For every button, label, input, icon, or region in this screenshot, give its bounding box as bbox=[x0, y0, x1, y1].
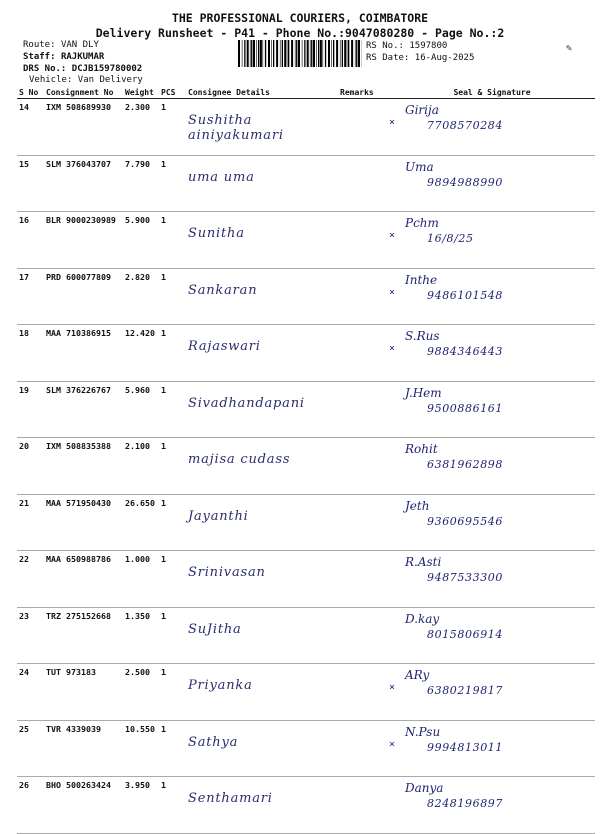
signature-cell bbox=[387, 438, 595, 495]
pcs-cell: 1 bbox=[159, 155, 186, 212]
table-row bbox=[17, 607, 595, 664]
remarks-cell bbox=[338, 325, 387, 382]
remarks-cell bbox=[338, 99, 387, 156]
signature-phone: 9994813011 bbox=[427, 741, 503, 754]
consignee-cell: SuJitha bbox=[186, 607, 338, 664]
consignee-cell: Senthamari bbox=[186, 777, 338, 834]
col-consignee: Consignee Details bbox=[186, 87, 338, 99]
consignment-cell: BLR 9000230989 bbox=[44, 212, 123, 269]
staff-line bbox=[23, 52, 104, 62]
weight-cell: 26.650 bbox=[123, 494, 159, 551]
weight-cell: 7.790 bbox=[123, 155, 159, 212]
consignment-cell: SLM 376226767 bbox=[44, 381, 123, 438]
staff-value: RAJKUMAR bbox=[61, 52, 104, 62]
rs-no-value: 1597800 bbox=[409, 41, 447, 51]
table-row bbox=[17, 720, 595, 777]
pcs-cell: 1 bbox=[159, 664, 186, 721]
signature-phone: 9894988990 bbox=[427, 176, 503, 189]
pcs-cell: 1 bbox=[159, 777, 186, 834]
signature-phone: 8248196897 bbox=[427, 797, 503, 810]
consignment-cell: TVR 4339039 bbox=[44, 720, 123, 777]
route-line bbox=[23, 40, 99, 50]
sno-cell: 24 bbox=[17, 664, 44, 721]
signature-cell bbox=[387, 777, 595, 834]
drs-label: DRS No.: bbox=[23, 64, 66, 74]
consignment-cell: MAA 571950430 bbox=[44, 494, 123, 551]
sno-cell: 25 bbox=[17, 720, 44, 777]
sno-cell: 20 bbox=[17, 438, 44, 495]
rs-no-line bbox=[366, 41, 447, 51]
consignee-cell: uma uma bbox=[186, 155, 338, 212]
signature-cell bbox=[387, 494, 595, 551]
weight-cell: 1.350 bbox=[123, 607, 159, 664]
signature-cell bbox=[387, 99, 595, 156]
route-value: VAN DLY bbox=[61, 40, 99, 50]
rs-date-value: 16-Aug-2025 bbox=[415, 53, 475, 63]
signature-name: J.Hem bbox=[405, 386, 442, 400]
consignee-cell: Rajaswari bbox=[186, 325, 338, 382]
consignment-cell: PRD 600077809 bbox=[44, 268, 123, 325]
remarks-cell bbox=[338, 494, 387, 551]
table-row bbox=[17, 381, 595, 438]
remarks-cell bbox=[338, 664, 387, 721]
rs-date-line bbox=[366, 53, 474, 63]
pcs-cell: 1 bbox=[159, 268, 186, 325]
signature-name: Pchm bbox=[405, 216, 439, 230]
sno-cell: 22 bbox=[17, 551, 44, 608]
sno-cell: 15 bbox=[17, 155, 44, 212]
consignee-cell: Sathya bbox=[186, 720, 338, 777]
signature-name: ARy bbox=[405, 668, 429, 682]
weight-cell: 5.900 bbox=[123, 212, 159, 269]
consignee-cell: Sunitha bbox=[186, 212, 338, 269]
barcode bbox=[238, 40, 362, 67]
consignment-cell: IXM 508689930 bbox=[44, 99, 123, 156]
sno-cell: 14 bbox=[17, 99, 44, 156]
signature-name: Uma bbox=[405, 160, 434, 174]
consignee-cell: Sivadhandapani bbox=[186, 381, 338, 438]
signature-cell bbox=[387, 325, 595, 382]
consignment-cell: TRZ 275152668 bbox=[44, 607, 123, 664]
signature-name: R.Asti bbox=[405, 555, 441, 569]
weight-cell: 2.100 bbox=[123, 438, 159, 495]
signature-phone: 9486101548 bbox=[427, 289, 503, 302]
table-row bbox=[17, 99, 595, 156]
weight-cell: 5.960 bbox=[123, 381, 159, 438]
remarks-cell bbox=[338, 551, 387, 608]
signature-phone: 6381962898 bbox=[427, 458, 503, 471]
pcs-cell: 1 bbox=[159, 438, 186, 495]
weight-cell: 10.550 bbox=[123, 720, 159, 777]
consignment-cell: BHO 500263424 bbox=[44, 777, 123, 834]
signature-phone: 16/8/25 bbox=[427, 232, 474, 245]
signature-cell bbox=[387, 551, 595, 608]
signature-cell bbox=[387, 720, 595, 777]
signature-name: Danya bbox=[405, 781, 443, 795]
pcs-cell: 1 bbox=[159, 325, 186, 382]
remarks-cell bbox=[338, 777, 387, 834]
table-row bbox=[17, 212, 595, 269]
drs-value: DCJB159780002 bbox=[72, 64, 142, 74]
vehicle-line bbox=[29, 75, 143, 85]
sno-cell: 19 bbox=[17, 381, 44, 438]
remarks-cell bbox=[338, 381, 387, 438]
table-row bbox=[17, 551, 595, 608]
pen-mark-icon: ✎ bbox=[566, 43, 572, 54]
pcs-cell: 1 bbox=[159, 551, 186, 608]
pcs-cell: 1 bbox=[159, 381, 186, 438]
remarks-cell bbox=[338, 607, 387, 664]
weight-cell: 2.300 bbox=[123, 99, 159, 156]
signature-cell bbox=[387, 381, 595, 438]
signature-phone: 8015806914 bbox=[427, 628, 503, 641]
consignee-cell: Srinivasan bbox=[186, 551, 338, 608]
pcs-cell: 1 bbox=[159, 494, 186, 551]
remarks-cell bbox=[338, 438, 387, 495]
route-label: Route: bbox=[23, 40, 56, 50]
table-row bbox=[17, 494, 595, 551]
cross-mark-icon: × bbox=[389, 230, 395, 241]
rs-no-label: RS No.: bbox=[366, 41, 404, 51]
consignee-cell: Jayanthi bbox=[186, 494, 338, 551]
sno-cell: 26 bbox=[17, 777, 44, 834]
vehicle-label: Vehicle: bbox=[29, 75, 72, 85]
signature-phone: 6380219817 bbox=[427, 684, 503, 697]
pcs-cell: 1 bbox=[159, 720, 186, 777]
sno-cell: 23 bbox=[17, 607, 44, 664]
col-weight: Weight bbox=[123, 87, 159, 99]
col-sno: S No bbox=[17, 87, 44, 99]
signature-name: N.Psu bbox=[405, 725, 440, 739]
table-row bbox=[17, 664, 595, 721]
pcs-cell: 1 bbox=[159, 607, 186, 664]
remarks-cell bbox=[338, 155, 387, 212]
signature-cell bbox=[387, 155, 595, 212]
weight-cell: 2.820 bbox=[123, 268, 159, 325]
col-remarks: Remarks bbox=[338, 87, 387, 99]
consignment-cell: MAA 710386915 bbox=[44, 325, 123, 382]
signature-name: Rohit bbox=[405, 442, 438, 456]
rs-date-label: RS Date: bbox=[366, 53, 409, 63]
signature-cell bbox=[387, 664, 595, 721]
signature-cell bbox=[387, 212, 595, 269]
company-title: THE PROFESSIONAL COURIERS, COIMBATORE bbox=[0, 11, 600, 25]
consignment-cell: TUT 973183 bbox=[44, 664, 123, 721]
remarks-cell bbox=[338, 268, 387, 325]
signature-phone: 9884346443 bbox=[427, 345, 503, 358]
table-header-row bbox=[17, 87, 595, 99]
consignee-cell: Sankaran bbox=[186, 268, 338, 325]
weight-cell: 12.420 bbox=[123, 325, 159, 382]
weight-cell: 1.000 bbox=[123, 551, 159, 608]
drs-line bbox=[23, 64, 142, 74]
sno-cell: 16 bbox=[17, 212, 44, 269]
table-row bbox=[17, 777, 595, 834]
cross-mark-icon: × bbox=[389, 739, 395, 750]
sno-cell: 21 bbox=[17, 494, 44, 551]
table-row bbox=[17, 438, 595, 495]
cross-mark-icon: × bbox=[389, 287, 395, 298]
table-row bbox=[17, 268, 595, 325]
runsheet-table bbox=[17, 87, 595, 834]
sno-cell: 17 bbox=[17, 268, 44, 325]
col-signature: Seal & Signature bbox=[387, 87, 595, 99]
weight-cell: 3.950 bbox=[123, 777, 159, 834]
staff-label: Staff: bbox=[23, 52, 56, 62]
consignment-cell: SLM 376043707 bbox=[44, 155, 123, 212]
signature-phone: 9487533300 bbox=[427, 571, 503, 584]
pcs-cell: 1 bbox=[159, 212, 186, 269]
table-row bbox=[17, 325, 595, 382]
vehicle-value: Van Delivery bbox=[78, 75, 143, 85]
col-pcs: PCS bbox=[159, 87, 186, 99]
col-consignment: Consignment No bbox=[44, 87, 123, 99]
consignee-cell: Sushitha ainiyakumari bbox=[186, 99, 338, 156]
signature-name: S.Rus bbox=[405, 329, 440, 343]
cross-mark-icon: × bbox=[389, 117, 395, 128]
runsheet-title: Delivery Runsheet - P41 - Phone No.:9047080280 - Page No.:2 bbox=[0, 26, 600, 40]
consignee-cell: Priyanka bbox=[186, 664, 338, 721]
consignee-cell: majisa cudass bbox=[186, 438, 338, 495]
consignment-cell: IXM 508835388 bbox=[44, 438, 123, 495]
cross-mark-icon: × bbox=[389, 682, 395, 693]
consignment-cell: MAA 650988786 bbox=[44, 551, 123, 608]
weight-cell: 2.500 bbox=[123, 664, 159, 721]
signature-name: Jeth bbox=[405, 499, 429, 513]
signature-phone: 9360695546 bbox=[427, 515, 503, 528]
signature-name: D.kay bbox=[405, 612, 439, 626]
remarks-cell bbox=[338, 720, 387, 777]
sno-cell: 18 bbox=[17, 325, 44, 382]
remarks-cell bbox=[338, 212, 387, 269]
table-row bbox=[17, 155, 595, 212]
signature-cell bbox=[387, 607, 595, 664]
signature-name: Inthe bbox=[405, 273, 437, 287]
pcs-cell: 1 bbox=[159, 99, 186, 156]
signature-phone: 9500886161 bbox=[427, 402, 503, 415]
signature-name: Girija bbox=[405, 103, 439, 117]
cross-mark-icon: × bbox=[389, 343, 395, 354]
signature-cell bbox=[387, 268, 595, 325]
signature-phone: 7708570284 bbox=[427, 119, 503, 132]
